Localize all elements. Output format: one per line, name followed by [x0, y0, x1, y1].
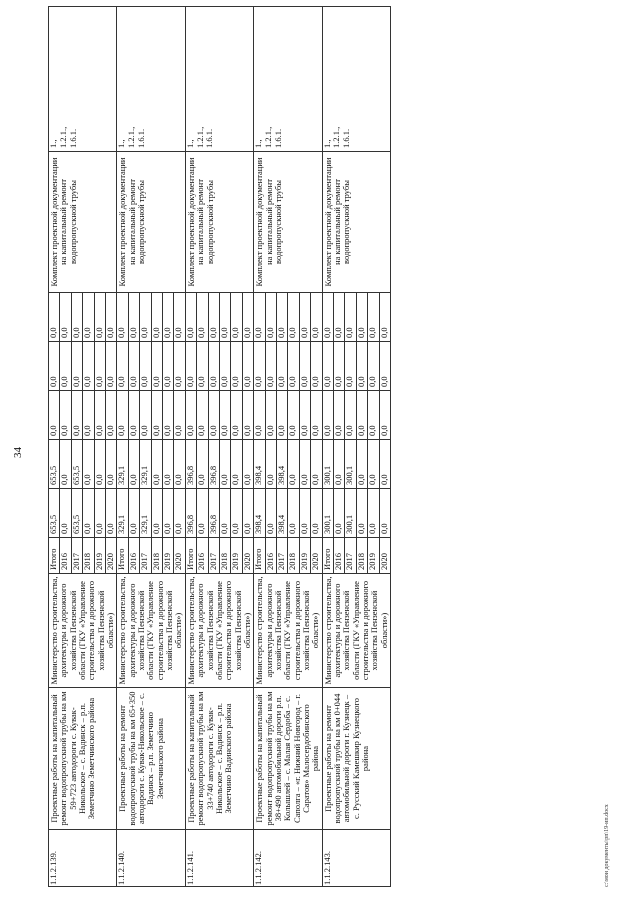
amount-cell: 0,0	[162, 391, 173, 440]
amount-cell: 0,0	[311, 391, 322, 440]
amount-cell: 396,8	[208, 489, 219, 538]
amount-cell: 0,0	[162, 342, 173, 391]
amount-cell: 0,0	[379, 342, 390, 391]
activity-name: Проектные работы на ремонт водопропускной трубы на км 65+350 автодороги с. Кувак-Никольское – с. Вадинск – р.п. Земетчино Земетчинского района	[117, 688, 185, 830]
amount-cell: 0,0	[322, 391, 333, 440]
indicator-ref: 1.6.1.	[67, 128, 78, 148]
expected-result: Комплект проектной документации на капитальный ремонт водопропускной трубы	[185, 152, 253, 293]
amount-cell: 0,0	[140, 293, 151, 342]
program-activities-table	[48, 6, 391, 887]
amount-cell: 0,0	[231, 342, 242, 391]
amount-cell: 0,0	[322, 293, 333, 342]
indicator-ref: 1.,	[48, 139, 58, 148]
footer-file-path: c:\мои документы\рп\19-ип.docx	[604, 804, 610, 887]
amount-cell: 0,0	[334, 391, 345, 440]
amount-cell: 0,0	[105, 391, 116, 440]
amount-cell: 0,0	[334, 440, 345, 489]
activity-executor: Министерство строительства, архитектуры и дорожного хозяйства Пензенской области (ГКУ «Управление строительства и дорожного хозяйства Пензенской области»)	[185, 574, 253, 688]
indicator-ref: 1.6.1.	[341, 128, 352, 148]
amount-cell: 398,4	[277, 489, 288, 538]
amount-cell: 0,0	[117, 342, 128, 391]
amount-cell: 0,0	[254, 391, 265, 440]
amount-cell: 0,0	[368, 293, 379, 342]
amount-cell: 0,0	[105, 342, 116, 391]
amount-cell: 329,1	[117, 440, 128, 489]
amount-cell: 329,1	[140, 489, 151, 538]
indicator-ref: 1.2.1.,	[57, 126, 68, 148]
amount-cell: 0,0	[356, 440, 367, 489]
indicator-ref: 1.6.1.	[204, 128, 215, 148]
year-cell: Итого	[322, 538, 333, 574]
amount-cell: 0,0	[128, 391, 139, 440]
table-row	[49, 7, 60, 887]
year-cell: 2020	[242, 538, 253, 574]
amount-cell: 0,0	[288, 489, 299, 538]
year-cell: 2016	[197, 538, 208, 574]
amount-cell: 398,4	[254, 489, 265, 538]
amount-cell: 0,0	[60, 391, 71, 440]
page-number: 34	[12, 447, 24, 458]
indicator-refs	[49, 7, 117, 152]
amount-cell: 653,5	[49, 440, 60, 489]
activity-name: Проектные работы на капитальный ремонт водопропускной трубы на км 33+740 автодороги с. Кувак-Никольское – с. Вадинск – р.п. Земетчино Вадинского района	[185, 688, 253, 830]
amount-cell: 653,5	[71, 440, 82, 489]
amount-cell: 0,0	[117, 293, 128, 342]
activity-number: 1.1.2.141.	[185, 830, 253, 887]
amount-cell: 0,0	[83, 489, 94, 538]
amount-cell: 0,0	[174, 440, 185, 489]
amount-cell: 653,5	[49, 489, 60, 538]
table-row	[254, 7, 265, 887]
activity-executor: Министерство строительства, архитектуры и дорожного хозяйства Пензенской области (ГКУ «Управление строительства и дорожного хозяйства Пензенской области»)	[117, 574, 185, 688]
amount-cell: 0,0	[242, 293, 253, 342]
amount-cell: 0,0	[288, 391, 299, 440]
amount-cell: 0,0	[356, 489, 367, 538]
expected-result: Комплект проектной документации на капитальный ремонт водопропускной трубы	[322, 152, 390, 293]
amount-cell: 0,0	[71, 391, 82, 440]
amount-cell: 0,0	[49, 293, 60, 342]
activity-executor: Министерство строительства, архитектуры и дорожного хозяйства Пензенской области (ГКУ «Управление строительства и дорожного хозяйства Пензенской области»)	[254, 574, 322, 688]
activity-name: Проектные работы на ремонт водопропускной трубы на км 0+044 автомобильной дороги г. Кузнецк – с. Русский Камешкир Кузнецкого района	[322, 688, 390, 830]
indicator-ref: 1.2.1.,	[331, 126, 342, 148]
amount-cell: 0,0	[368, 440, 379, 489]
amount-cell: 300,1	[322, 489, 333, 538]
amount-cell: 0,0	[299, 342, 310, 391]
amount-cell: 0,0	[162, 293, 173, 342]
amount-cell: 0,0	[83, 440, 94, 489]
amount-cell: 0,0	[368, 391, 379, 440]
table-body	[49, 7, 391, 887]
amount-cell: 0,0	[174, 293, 185, 342]
activity-number: 1.1.2.142.	[254, 830, 322, 887]
amount-cell: 653,5	[71, 489, 82, 538]
amount-cell: 0,0	[356, 293, 367, 342]
amount-cell: 0,0	[334, 489, 345, 538]
amount-cell: 398,4	[277, 440, 288, 489]
amount-cell: 0,0	[345, 342, 356, 391]
amount-cell: 0,0	[379, 293, 390, 342]
activity-executor: Министерство строительства, архитектуры и дорожного хозяйства Пензенской области (ГКУ «Управление строительства и дорожного хозяйства Пензенской области»)	[322, 574, 390, 688]
year-cell: 2020	[311, 538, 322, 574]
amount-cell: 0,0	[299, 293, 310, 342]
amount-cell: 0,0	[265, 489, 276, 538]
amount-cell: 0,0	[185, 293, 196, 342]
year-cell: 2016	[60, 538, 71, 574]
amount-cell: 0,0	[197, 293, 208, 342]
amount-cell: 0,0	[208, 342, 219, 391]
amount-cell: 0,0	[345, 391, 356, 440]
indicator-ref: 1.6.1.	[272, 128, 283, 148]
amount-cell: 0,0	[208, 391, 219, 440]
amount-cell: 0,0	[162, 489, 173, 538]
amount-cell: 0,0	[174, 342, 185, 391]
amount-cell: 0,0	[185, 391, 196, 440]
amount-cell: 0,0	[197, 342, 208, 391]
amount-cell: 0,0	[288, 342, 299, 391]
amount-cell: 0,0	[379, 391, 390, 440]
amount-cell: 329,1	[117, 489, 128, 538]
amount-cell: 0,0	[128, 342, 139, 391]
indicator-refs	[185, 7, 253, 152]
indicator-refs	[254, 7, 322, 152]
activity-number: 1.1.2.140.	[117, 830, 185, 887]
amount-cell: 0,0	[94, 391, 105, 440]
amount-cell: 0,0	[151, 391, 162, 440]
amount-cell: 300,1	[345, 440, 356, 489]
amount-cell: 0,0	[128, 293, 139, 342]
amount-cell: 0,0	[288, 293, 299, 342]
year-cell: Итого	[185, 538, 196, 574]
amount-cell: 0,0	[311, 293, 322, 342]
year-cell: 2018	[219, 538, 230, 574]
amount-cell: 0,0	[277, 342, 288, 391]
year-cell: 2017	[140, 538, 151, 574]
expected-result: Комплект проектной документации на капитальный ремонт водопропускной трубы	[254, 152, 322, 293]
amount-cell: 398,4	[254, 440, 265, 489]
amount-cell: 0,0	[242, 489, 253, 538]
amount-cell: 0,0	[334, 293, 345, 342]
amount-cell: 0,0	[219, 489, 230, 538]
indicator-refs	[117, 7, 185, 152]
amount-cell: 0,0	[151, 440, 162, 489]
amount-cell: 0,0	[288, 440, 299, 489]
amount-cell: 0,0	[49, 391, 60, 440]
amount-cell: 0,0	[299, 440, 310, 489]
amount-cell: 396,8	[185, 489, 196, 538]
table-row	[322, 7, 333, 887]
amount-cell: 0,0	[140, 342, 151, 391]
indicator-ref: 1.,	[253, 139, 264, 148]
amount-cell: 0,0	[356, 342, 367, 391]
amount-cell: 0,0	[94, 489, 105, 538]
year-cell: 2017	[208, 538, 219, 574]
amount-cell: 0,0	[151, 293, 162, 342]
amount-cell: 0,0	[174, 391, 185, 440]
amount-cell: 0,0	[60, 440, 71, 489]
amount-cell: 0,0	[151, 489, 162, 538]
year-cell: Итого	[49, 538, 60, 574]
amount-cell: 0,0	[368, 489, 379, 538]
year-cell: 2019	[94, 538, 105, 574]
expected-result: Комплект проектной документации на капитальный ремонт водопропускной трубы	[117, 152, 185, 293]
table-row	[185, 7, 196, 887]
amount-cell: 0,0	[242, 391, 253, 440]
amount-cell: 0,0	[277, 293, 288, 342]
amount-cell: 0,0	[311, 440, 322, 489]
amount-cell: 0,0	[277, 391, 288, 440]
amount-cell: 0,0	[94, 293, 105, 342]
amount-cell: 0,0	[231, 489, 242, 538]
amount-cell: 0,0	[105, 440, 116, 489]
amount-cell: 0,0	[379, 489, 390, 538]
amount-cell: 0,0	[356, 391, 367, 440]
year-cell: 2017	[71, 538, 82, 574]
amount-cell: 0,0	[83, 342, 94, 391]
amount-cell: 0,0	[334, 342, 345, 391]
year-cell: 2017	[277, 538, 288, 574]
amount-cell: 0,0	[60, 293, 71, 342]
amount-cell: 0,0	[219, 293, 230, 342]
indicator-ref: 1.2.1.,	[262, 126, 273, 148]
amount-cell: 0,0	[322, 342, 333, 391]
amount-cell: 0,0	[311, 342, 322, 391]
activity-name: Проектные работы на капитальный ремонт водопропускной трубы на км 59+723 автодороги с. Кувак-Никольское – с. Вадинск – р.п. Земетчино Земетчинского района	[49, 688, 117, 830]
amount-cell: 0,0	[254, 293, 265, 342]
amount-cell: 0,0	[185, 342, 196, 391]
amount-cell: 0,0	[231, 440, 242, 489]
indicator-ref: 1.,	[184, 139, 195, 148]
amount-cell: 0,0	[299, 489, 310, 538]
amount-cell: 0,0	[94, 342, 105, 391]
amount-cell: 396,8	[185, 440, 196, 489]
indicator-ref: 1.2.1.,	[194, 126, 205, 148]
amount-cell: 0,0	[162, 440, 173, 489]
amount-cell: 0,0	[128, 440, 139, 489]
amount-cell: 0,0	[231, 391, 242, 440]
amount-cell: 0,0	[368, 342, 379, 391]
amount-cell: 0,0	[219, 391, 230, 440]
amount-cell: 0,0	[197, 440, 208, 489]
amount-cell: 0,0	[105, 489, 116, 538]
indicator-ref: 1.,	[116, 139, 127, 148]
year-cell: 2019	[299, 538, 310, 574]
amount-cell: 300,1	[345, 489, 356, 538]
amount-cell: 0,0	[265, 342, 276, 391]
year-cell: Итого	[254, 538, 265, 574]
amount-cell: 0,0	[265, 293, 276, 342]
amount-cell: 0,0	[197, 489, 208, 538]
year-cell: 2016	[265, 538, 276, 574]
amount-cell: 0,0	[242, 440, 253, 489]
year-cell: 2018	[356, 538, 367, 574]
indicator-refs	[322, 7, 390, 152]
amount-cell: 0,0	[83, 391, 94, 440]
amount-cell: 0,0	[311, 489, 322, 538]
amount-cell: 0,0	[83, 293, 94, 342]
year-cell: 2020	[379, 538, 390, 574]
amount-cell: 0,0	[94, 440, 105, 489]
year-cell: 2018	[83, 538, 94, 574]
amount-cell: 0,0	[49, 342, 60, 391]
amount-cell: 0,0	[174, 489, 185, 538]
amount-cell: 329,1	[140, 440, 151, 489]
year-cell: 2020	[105, 538, 116, 574]
activity-number: 1.1.2.143.	[322, 830, 390, 887]
activity-executor: Министерство строительства, архитектуры и дорожного хозяйства Пензенской области (ГКУ «Управление строительства и дорожного хозяйства Пензенской области»)	[49, 574, 117, 688]
year-cell: 2019	[231, 538, 242, 574]
amount-cell: 0,0	[242, 342, 253, 391]
year-cell: 2020	[174, 538, 185, 574]
amount-cell: 0,0	[128, 489, 139, 538]
amount-cell: 0,0	[265, 440, 276, 489]
amount-cell: 0,0	[60, 342, 71, 391]
year-cell: 2019	[162, 538, 173, 574]
activity-number: 1.1.2.139.	[49, 830, 117, 887]
year-cell: Итого	[117, 538, 128, 574]
year-cell: 2019	[368, 538, 379, 574]
year-cell: 2016	[128, 538, 139, 574]
activity-name: Проектные работы на капитальный ремонт водопропускной трубы на км 38+490 автомобильной дороги р.п. Колышлей – с. Малая Сердоба – с. Саполга – «г. Нижний Новгород – г. Саратов» Малосердобинского района	[254, 688, 322, 830]
amount-cell: 0,0	[151, 342, 162, 391]
year-cell: 2018	[288, 538, 299, 574]
amount-cell: 0,0	[379, 440, 390, 489]
amount-cell: 0,0	[231, 293, 242, 342]
year-cell: 2016	[334, 538, 345, 574]
amount-cell: 0,0	[197, 391, 208, 440]
amount-cell: 0,0	[254, 342, 265, 391]
amount-cell: 0,0	[71, 293, 82, 342]
amount-cell: 0,0	[117, 391, 128, 440]
amount-cell: 0,0	[345, 293, 356, 342]
amount-cell: 0,0	[265, 391, 276, 440]
amount-cell: 0,0	[71, 342, 82, 391]
year-cell: 2018	[151, 538, 162, 574]
amount-cell: 0,0	[219, 342, 230, 391]
amount-cell: 0,0	[60, 489, 71, 538]
indicator-ref: 1.6.1.	[135, 128, 146, 148]
table-row	[117, 7, 128, 887]
amount-cell: 0,0	[105, 293, 116, 342]
expected-result: Комплект проектной документации на капитальный ремонт водопропускной трубы	[49, 152, 117, 293]
amount-cell: 0,0	[299, 391, 310, 440]
indicator-ref: 1.,	[321, 139, 332, 148]
amount-cell: 396,8	[208, 440, 219, 489]
year-cell: 2017	[345, 538, 356, 574]
amount-cell: 300,1	[322, 440, 333, 489]
indicator-ref: 1.2.1.,	[126, 126, 137, 148]
amount-cell: 0,0	[140, 391, 151, 440]
amount-cell: 0,0	[219, 440, 230, 489]
amount-cell: 0,0	[208, 293, 219, 342]
